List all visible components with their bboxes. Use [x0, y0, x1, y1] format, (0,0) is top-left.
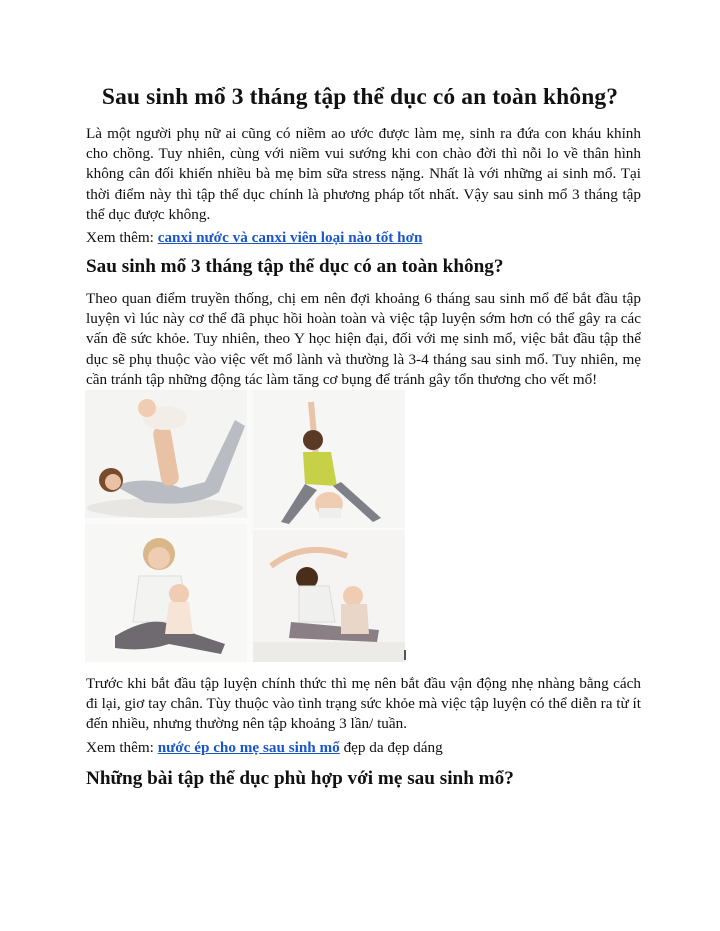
exercise-photo-collage [85, 390, 405, 662]
section-heading-1: Sau sinh mổ 3 tháng tập thể dục có an toàn không? [86, 256, 504, 277]
see-also-2 [86, 738, 443, 758]
intro-paragraph: Là một người phụ nữ ai cũng có niềm ao ước được làm mẹ, sinh ra đứa con kháu khỉnh cho chồng. Tuy nhiên, cùng với niềm vui sướng khi con chào đời thì nỗi lo về thân hình không cân đối khiến nhiều bà mẹ bỉm sữa stress nặng. Nhất là với những ai sinh mổ. Tại thời điểm này thì tập thể dục chính là phương pháp tốt nhất. Vậy sau sinh mổ 3 tháng tập thể dục được không. [86, 125, 641, 223]
section-1-paragraph: Theo quan điểm truyền thống, chị em nên đợi khoảng 6 tháng sau sinh mổ để bắt đầu tập luyện vì lúc này cơ thể đã phục hồi hoàn toàn và việc tập luyện sớm hơn có thể gây ra các vấn đề sức khỏe. Tuy nhiên, theo Y học hiện đại, đối với mẹ sinh mổ, việc bắt đầu tập thể dục sẽ phụ thuộc vào việc vết mổ lành và thường là 3-4 tháng sau sinh mổ. Tuy nhiên, mẹ cần tránh tập những động tác làm tăng cơ bụng để tránh gây tổn thương cho vết mổ! [86, 290, 641, 388]
photo-side-stretch [253, 530, 405, 662]
see-also-1-prefix: Xem thêm: [86, 229, 158, 246]
section-2-paragraph: Trước khi bắt đầu tập luyện chính thức thì mẹ nên bắt đầu vận động nhẹ nhàng bằng cách đi lại, giơ tay chân. Tùy thuộc vào tình trạng sức khỏe mà việc tập luyện có thể diễn ra từ ít đến nhiều, nhưng thường nên tập khoảng 3 lần/ tuần. [86, 675, 641, 733]
see-also-2-prefix: Xem thêm: [86, 739, 158, 756]
photo-triangle-stretch [253, 390, 405, 528]
see-also-2-link[interactable]: nước ép cho mẹ sau sinh mổ [157, 739, 340, 756]
see-also-1 [86, 228, 422, 248]
section-heading-2: Những bài tập thể dục phù hợp với mẹ sau sinh mổ? [86, 768, 514, 789]
see-also-2-suffix: đẹp da đẹp dáng [339, 739, 443, 756]
photo-mother-sitting-with-baby [85, 524, 247, 662]
image-resize-handle [404, 650, 406, 660]
see-also-1-link[interactable]: canxi nước và canxi viên loại nào tốt hơn [157, 229, 423, 246]
page-title: Sau sinh mổ 3 tháng tập thể dục có an toàn không? [101, 84, 619, 110]
photo-mother-lifting-baby [85, 390, 247, 518]
